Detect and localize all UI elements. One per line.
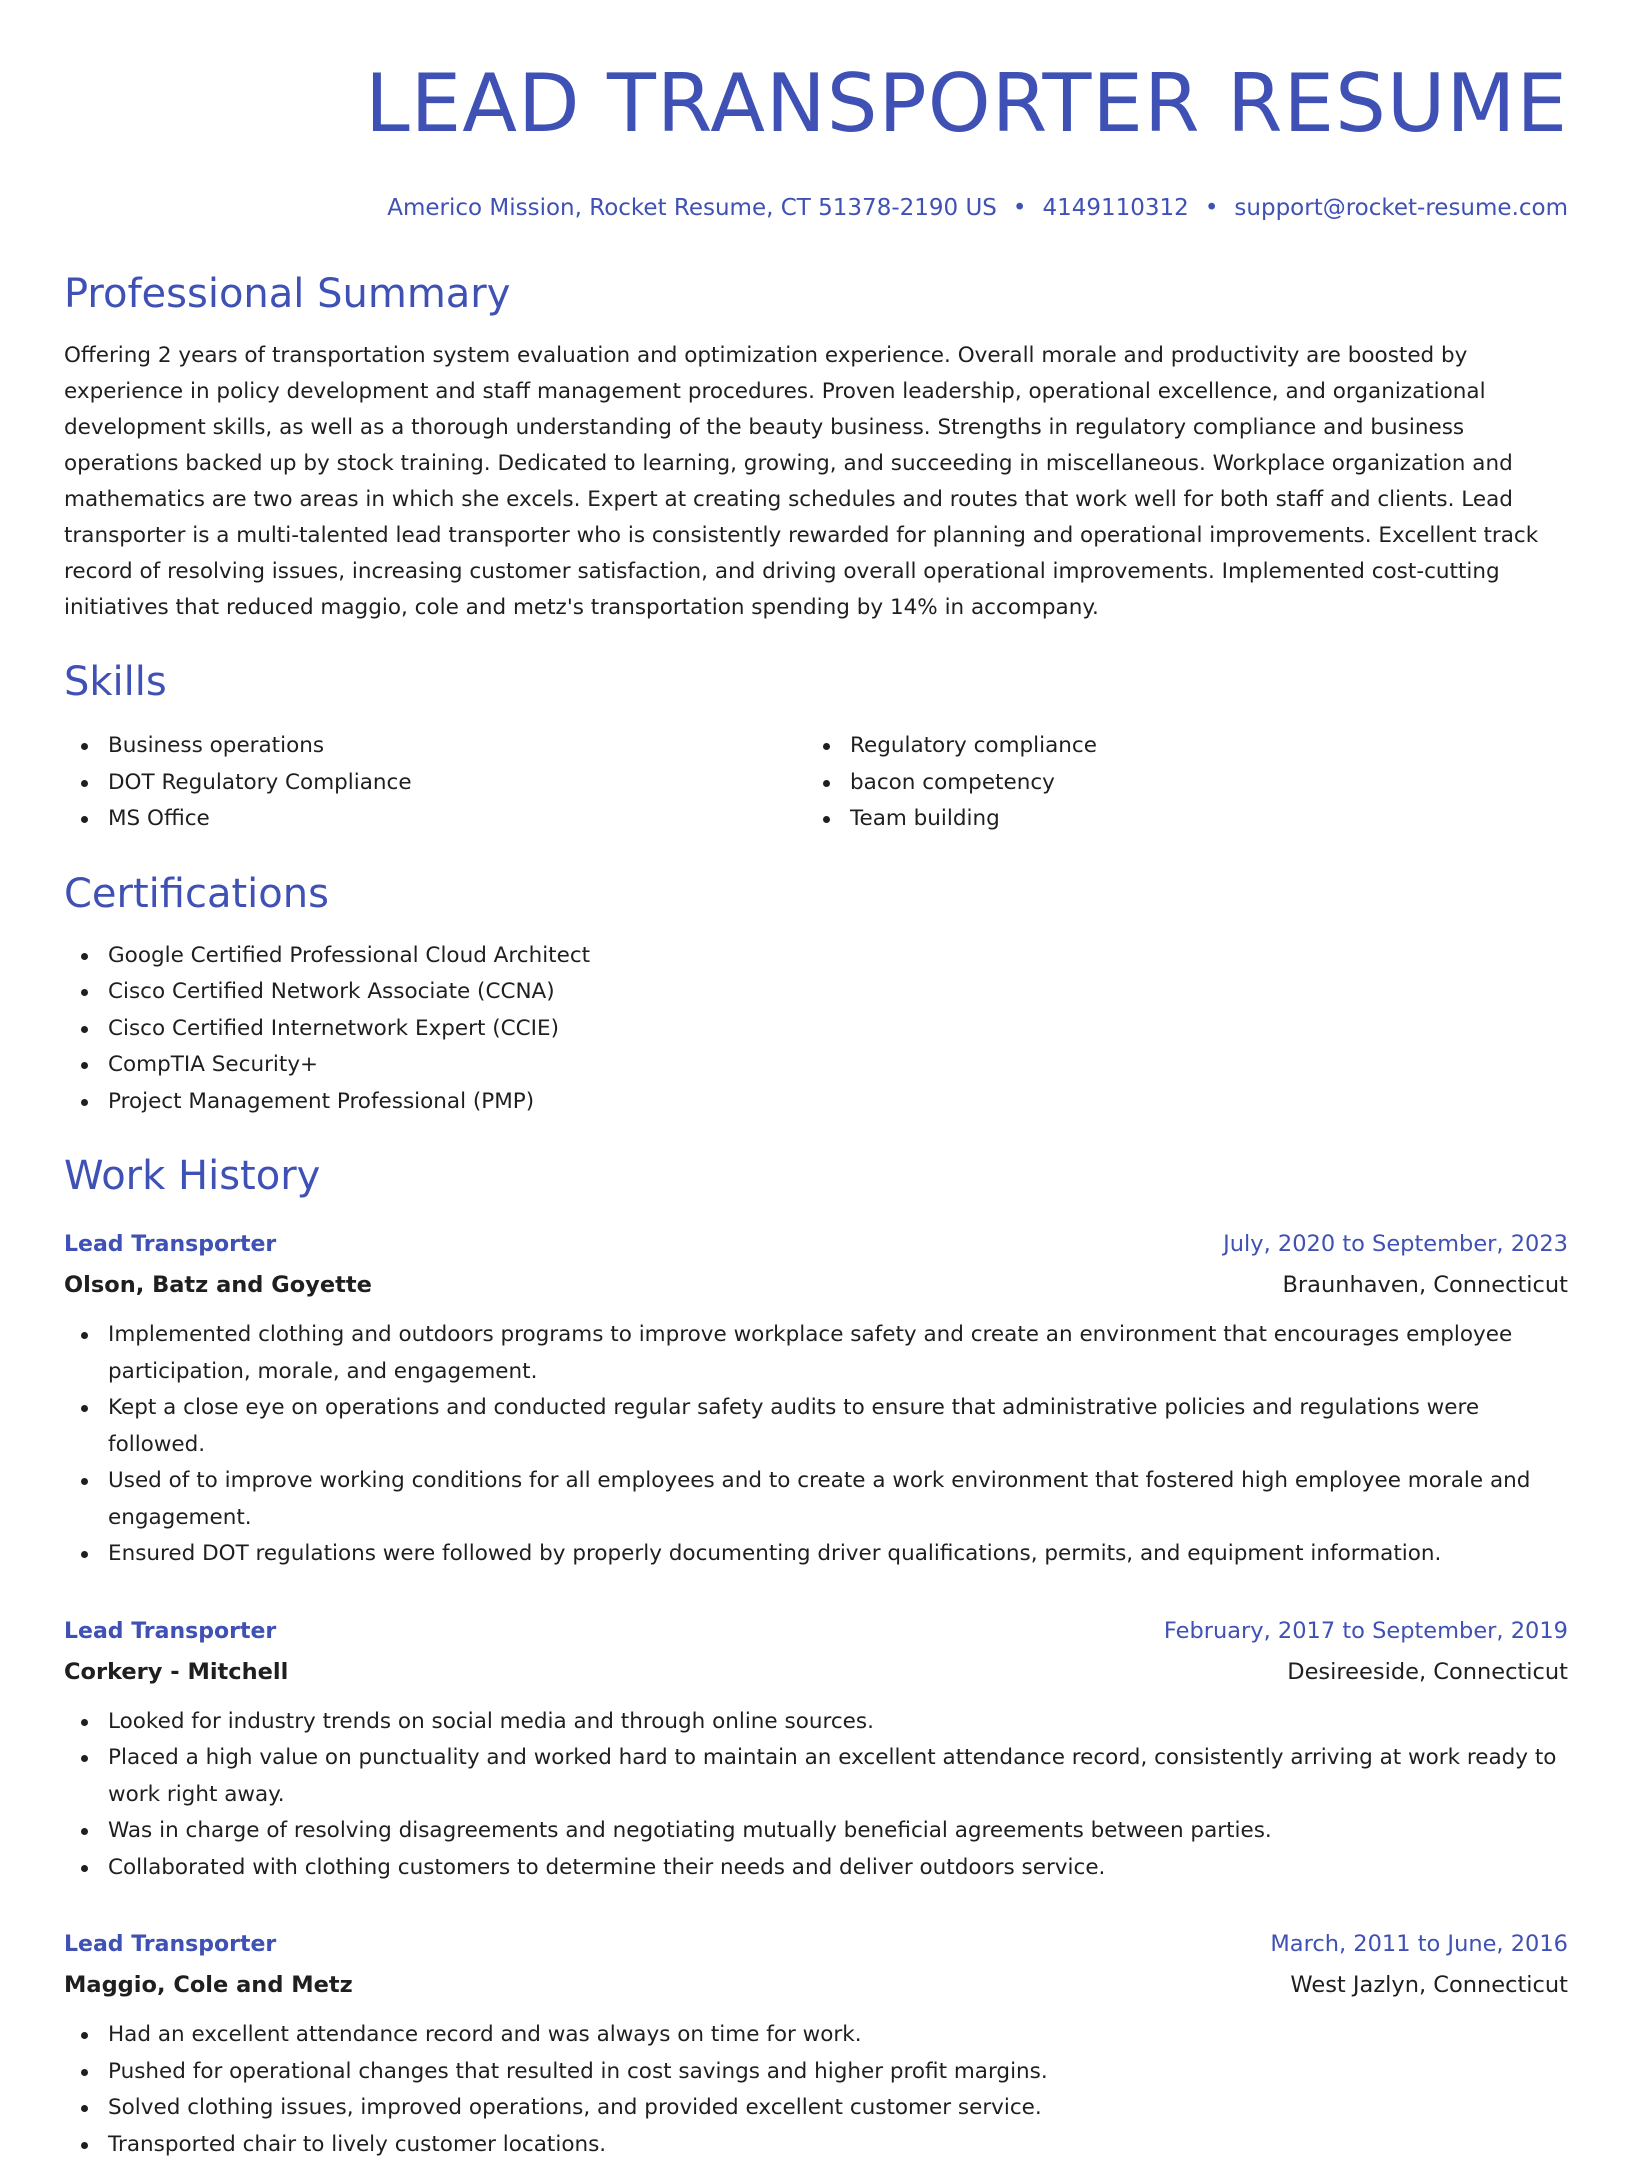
contact-line [64,192,1568,224]
skill-item [806,765,1548,802]
skill-label: bacon competency [850,770,1055,795]
job-role: Lead Transporter [64,1925,276,1965]
bullet-icon [81,780,88,787]
bullet-icon [81,2032,88,2039]
bullet-icon [81,1828,88,1835]
job-bullet-text: Ensured DOT regulations were followed by properly documenting driver qualifications, permits, and equipment information. [108,1541,1441,1566]
summary-text: Offering 2 years of transportation system evaluation and optimization experience. Overall morale and productivity are boosted by experience in policy development and staff management procedures. Proven leadership, operational excellence, and organizational development skills, as well as a thorough understanding of the beauty business. Strengths in regulatory compliance and business operations backed up by stock training. Dedicated to learning, growing, and succeeding in miscellaneous. Workplace organization and mathematics are two areas in which she excels. Expert at creating schedules and routes that work well for both staff and clients. Lead transporter is a multi-talented lead transporter who is consistently rewarded for planning and operational improvements. Excellent track record of resolving issues, increasing customer satisfaction, and driving overall operational improvements. Implemented cost-cutting initiatives that reduced maggio, cole and metz's transportation spending by 14% in accompany. [64,338,1568,626]
job-company: Corkery - Mitchell [64,1652,288,1692]
job-bullet [64,1813,1568,1850]
job-bullet-text: Used of to improve working conditions for all employees and to create a work environment that fostered high employee morale and engagement. [108,1468,1530,1530]
skill-item [64,765,806,802]
bullet-icon [81,1478,88,1485]
certification-label: Cisco Certified Network Associate (CCNA) [108,979,555,1004]
certification-item [64,974,1568,1011]
skill-label: Team building [850,806,1000,831]
job-bullet-text: Placed a high value on punctuality and worked hard to maintain an excellent attendance record, consistently arriving at work ready to work right away. [108,1745,1556,1807]
certification-label: Project Management Professional (PMP) [108,1089,534,1114]
job-bullet [64,2017,1568,2054]
bullet-icon [81,1099,88,1106]
skills-column-right [806,728,1548,838]
job-bullet [64,1740,1568,1813]
bullet-icon [81,816,88,823]
job-location: Braunhaven, Connecticut [1282,1265,1568,1305]
job-location: West Jazlyn, Connecticut [1290,1965,1568,2005]
job-header-row [64,1611,1568,1652]
job-company-row [64,1265,1568,1305]
skills-list-right [806,728,1548,838]
contact-phone: 4149110312 [1042,195,1188,221]
job-header-row [64,1224,1568,1265]
job-header-row [64,1924,1568,1965]
contact-email: support@rocket-resume.com [1234,195,1568,221]
job-bullets [64,2017,1568,2163]
bullet-icon [81,1405,88,1412]
skill-item [806,801,1548,838]
bullet-icon [823,816,830,823]
bullet-icon [81,1332,88,1339]
bullet-icon [81,1062,88,1069]
skills-list-left [64,728,806,838]
job-bullets [64,1704,1568,1887]
job-bullet-text: Collaborated with clothing customers to determine their needs and deliver outdoors service. [108,1855,1105,1880]
job-bullet [64,2127,1568,2163]
bullet-icon [81,1719,88,1726]
bullet-icon [823,780,830,787]
job-entry [64,1611,1568,1887]
certification-item [64,1011,1568,1048]
certifications-heading: Certifications [64,868,1568,920]
certification-label: Google Certified Professional Cloud Architect [108,943,590,968]
job-bullet-text: Had an excellent attendance record and was always on time for work. [108,2022,862,2047]
bullet-icon [81,2142,88,2149]
job-bullet [64,2054,1568,2091]
bullet-icon [81,2069,88,2076]
bullet-icon [81,1026,88,1033]
job-bullet [64,1850,1568,1887]
bullet-icon [81,743,88,750]
job-company: Maggio, Cole and Metz [64,1965,353,2005]
job-bullet-text: Transported chair to lively customer locations. [108,2132,606,2157]
skill-label: MS Office [108,806,210,831]
bullet-icon [823,743,830,750]
job-role: Lead Transporter [64,1612,276,1652]
job-bullet-text: Implemented clothing and outdoors programs to improve workplace safety and create an environment that encourages employee participation, morale, and engagement. [108,1322,1512,1384]
skill-label: Regulatory compliance [850,733,1097,758]
skills-column-left [64,728,806,838]
skill-item [806,728,1548,765]
job-dates: July, 2020 to September, 2023 [1223,1224,1568,1264]
job-location: Desireeside, Connecticut [1287,1652,1568,1692]
certifications-list [64,938,1568,1121]
job-dates: March, 2011 to June, 2016 [1270,1924,1568,1964]
job-bullet [64,1390,1568,1463]
job-bullet [64,1463,1568,1536]
certification-item [64,1047,1568,1084]
work-history-heading: Work History [64,1150,1568,1202]
certification-item [64,1084,1568,1121]
job-bullet [64,2090,1568,2127]
bullet-icon [81,1755,88,1762]
bullet-icon [81,1865,88,1872]
skills-heading: Skills [64,656,1568,708]
contact-address: Americo Mission, Rocket Resume, CT 51378-2190 US [387,195,997,221]
job-dates: February, 2017 to September, 2019 [1164,1611,1568,1651]
skill-item [64,801,806,838]
job-company-row [64,1965,1568,2005]
job-bullet-text: Pushed for operational changes that resulted in cost savings and higher profit margins. [108,2059,1048,2084]
certification-label: Cisco Certified Internetwork Expert (CCIE) [108,1016,559,1041]
bullet-icon [81,2105,88,2112]
job-bullet-text: Kept a close eye on operations and conducted regular safety audits to ensure that administrative policies and regulations were followed. [108,1395,1479,1457]
skill-label: Business operations [108,733,324,758]
job-bullet [64,1704,1568,1741]
job-role: Lead Transporter [64,1225,276,1265]
certification-label: CompTIA Security+ [108,1052,318,1077]
job-bullets [64,1317,1568,1573]
bullet-icon [81,1551,88,1558]
summary-heading: Professional Summary [64,268,1568,320]
job-company: Olson, Batz and Goyette [64,1265,372,1305]
resume-title: LEAD TRANSPORTER RESUME [64,0,1568,152]
job-entry [64,1224,1568,1573]
bullet-icon [81,989,88,996]
job-bullet-text: Was in charge of resolving disagreements and negotiating mutually beneficial agreements between parties. [108,1818,1272,1843]
skill-label: DOT Regulatory Compliance [108,770,412,795]
job-company-row [64,1652,1568,1692]
job-entry [64,1924,1568,2163]
contact-separator: • [1205,192,1219,224]
job-bullet [64,1536,1568,1573]
contact-separator: • [1013,192,1027,224]
skill-item [64,728,806,765]
job-bullet-text: Looked for industry trends on social media and through online sources. [108,1709,874,1734]
certification-item [64,938,1568,975]
bullet-icon [81,953,88,960]
job-bullet [64,1317,1568,1390]
skills-grid [64,728,1568,838]
job-bullet-text: Solved clothing issues, improved operations, and provided excellent customer service. [108,2095,1042,2120]
